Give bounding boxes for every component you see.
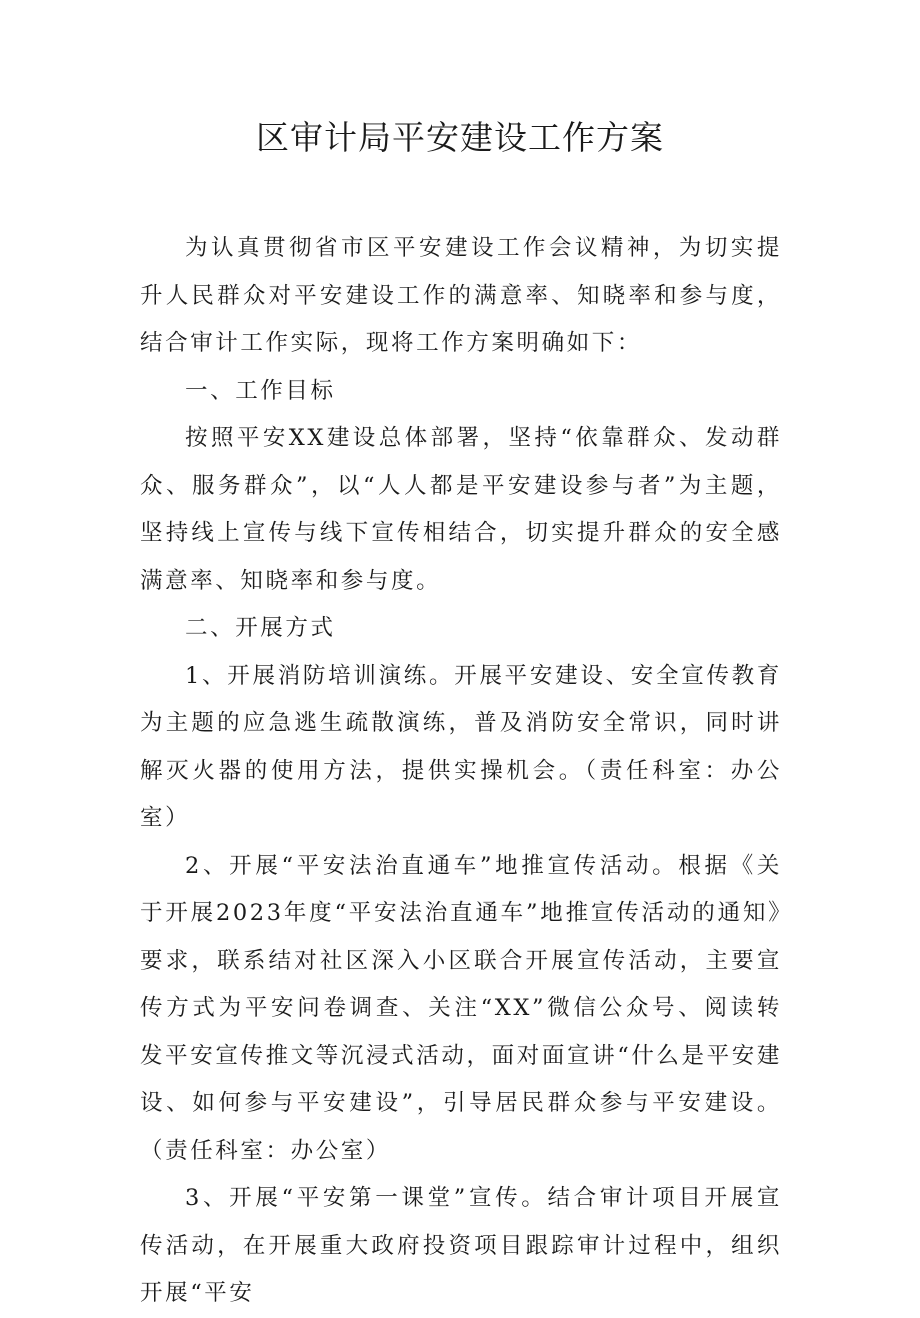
document-body xyxy=(140,225,782,1318)
method-item-3: 3、开展“平安第一课堂”宣传。结合审计项目开展宣传活动，在开展重大政府投资项目跟踪审计过程中，组织开展“平安 xyxy=(140,1185,782,1306)
goals-paragraph: 按照平安XX建设总体部署，坚持“依靠群众、发动群众、服务群众”，以“人人都是平安建设参与者”为主题，坚持线上宣传与线下宣传相结合，切实提升群众的安全感满意率、知晓率和参与度。 xyxy=(140,425,782,594)
section-heading-methods: 二、开展方式 xyxy=(185,615,336,641)
method-item-2: 2、开展“平安法治直通车”地推宣传活动。根据《关于开展2023年度“平安法治直通车”地推宣传活动的通知》要求，联系结对社区深入小区联合开展宣传活动，主要宣传方式为平安问卷调查、关注“XX”微信公众号、阅读转发平安宣传推文等沉浸式活动，面对面宣讲“什么是平安建设、如何参与平安建设”，引导居民群众参与平安建设。（责任科室：办公室） xyxy=(140,852,782,1164)
method-item-1: 1、开展消防培训演练。开展平安建设、安全宣传教育为主题的应急逃生疏散演练，普及消防安全常识，同时讲解灭火器的使用方法，提供实操机会。（责任科室：办公室） xyxy=(140,662,782,831)
intro-paragraph: 为认真贯彻省市区平安建设工作会议精神，为切实提升人民群众对平安建设工作的满意率、知晓率和参与度，结合审计工作实际，现将工作方案明确如下： xyxy=(140,235,782,356)
section-heading-goals: 一、工作目标 xyxy=(185,377,336,404)
document-title: 区审计局平安建设工作方案 xyxy=(256,118,664,157)
